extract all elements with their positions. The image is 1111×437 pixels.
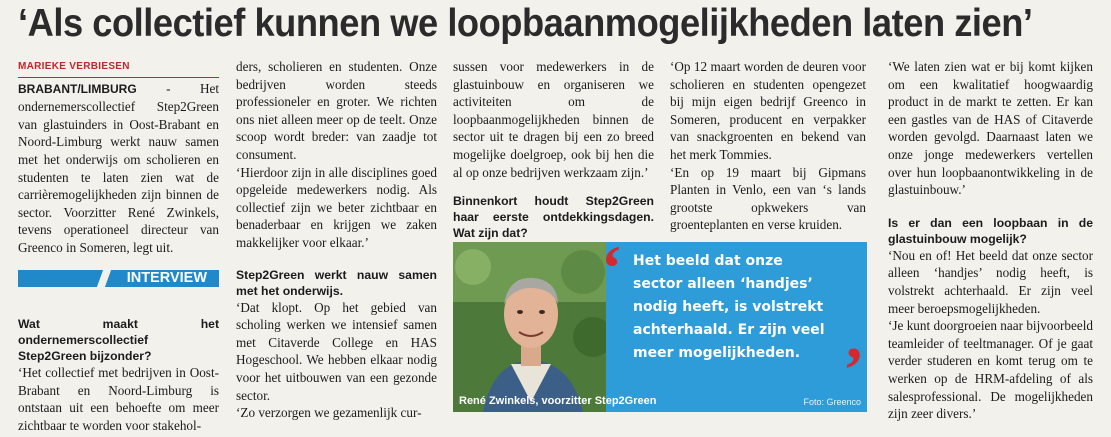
column-4 bbox=[670, 58, 866, 234]
column-1 bbox=[18, 58, 219, 257]
column-1-lower bbox=[18, 316, 219, 434]
portrait-photo bbox=[453, 242, 606, 412]
paragraph: ‘Zo verzorgen we gezamenlijk cur- bbox=[236, 405, 422, 421]
byline: MARIEKE VERBIESEN bbox=[18, 58, 219, 78]
paragraph: ‘Op 12 maart worden de deuren voor scholieren en studenten opengezet bij mijn eigen bedrijf Greenco in Someren, producent en verpakker van snackgroenten en bekend van het merk Tommies. bbox=[670, 59, 866, 162]
photo-caption: René Zwinkels, voorzitter Step2Green bbox=[459, 395, 657, 407]
answer-4: ‘Nou en of! Het beeld dat onze sector alleen ‘handjes’ nodig heeft, is volstrekt achterhaald. Er zijn veel meer beroepsmogelijkheden. bbox=[888, 247, 1093, 316]
question-4: Is er dan een loopbaan in de glastuinbouw mogelijk? bbox=[888, 215, 1093, 246]
question-2: Step2Green werkt nauw samen met het onderwijs. bbox=[236, 267, 437, 298]
section-label-interview: INTERVIEW bbox=[18, 270, 219, 287]
open-quote-mark: ‘ bbox=[601, 232, 623, 303]
paragraph: ders, scholieren en studenten. Onze bedrijven worden steeds professioneler en groter. We richten ons niet alleen meer op de teelt. Onze scoop wordt breder: van zaadje tot consument. bbox=[236, 59, 437, 162]
question-1: Wat maakt het ondernemerscollectief Step2Green bijzonder? bbox=[18, 317, 219, 363]
pullquote-text: Het beeld dat onze sector alleen ‘handjes’ nodig heeft, is volstrekt achterhaald. Er zijn veel meer mogelijkheden. bbox=[633, 253, 825, 361]
photo-credit: Foto: Greenco bbox=[803, 397, 861, 407]
paragraph: ‘En op 19 maart bij Gipmans Planten in Venlo, een van ‘s lands grootste opkwekers van groenteplanten en verse kruiden. bbox=[670, 164, 866, 233]
answer-1: ‘Het collectief met bedrijven in Oost-Brabant en Noord-Limburg is ontstaan uit een behoefte om meer zichtbaar te worden voor stakehol- bbox=[18, 365, 219, 433]
pullquote-panel bbox=[453, 232, 867, 412]
paragraph: ‘We laten zien wat er bij komt kijken om een kwalitatief hoogwaardig product in de markt te zetten. Er kan een gastles van de HAS of Citaverde worden gevolgd. Daarnaast laten we onze jonge medewerkers vertellen over hun loopbaanontwikkeling in de glastuinbouw.’ bbox=[888, 59, 1093, 198]
close-quote-mark: ’ bbox=[843, 334, 865, 405]
headline: ‘Als collectief kunnen we loopbaanmogelijkheden laten zien’ bbox=[18, 2, 1033, 45]
answer-2: ‘Dat klopt. Op het gebied van scholing werken we intensief samen met Citaverde College en HAS Hogeschool. We hebben elkaar nodig voor het uitbouwen van een gezonde sector. bbox=[236, 299, 437, 403]
intro-paragraph: BRABANT/LIMBURG - Het ondernemerscollectief Step2Green van glastuinders in Oost-Brabant en Noord-Limburg werkt nauw samen met het onderwijs om scholieren en studenten te laten zien wat de carrièremogelijkheden zijn binnen de sector. Voorzitter René Zwinkels, tevens operationeel directeur van Greenco in Someren, legt uit. bbox=[18, 80, 219, 255]
column-3 bbox=[453, 58, 654, 241]
paragraph: sussen voor medewerkers in de glastuinbouw en organiseren we activiteiten om de loopbaanmogelijkheden binnen de sector uit te dragen bij een zo breed mogelijke doelgroep, ook bij hen die al op onze bedrijven werkzaam zijn.’ bbox=[453, 59, 654, 180]
question-3: Binnenkort houdt Step2Green haar eerste ontdekkingsdagen. Wat zijn dat? bbox=[453, 194, 654, 241]
paragraph: ‘Je kunt doorgroeien naar bijvoorbeeld teamleider of teeltmanager. Of je gaat verder studeren en komt terug om te werken op de HRM-afdeling of als salesprofessional. De mogelijkheden zijn zeer divers.’ bbox=[888, 318, 1093, 422]
region-label: BRABANT/LIMBURG bbox=[18, 81, 137, 96]
column-5 bbox=[888, 58, 1093, 423]
column-2 bbox=[236, 58, 437, 422]
paragraph: ‘Hierdoor zijn in alle disciplines goed opgeleide medewerkers nodig. Als collectief zijn we beter zichtbaar en benaderbaar en krijgen we zaken makkelijker voor elkaar.’ bbox=[236, 164, 437, 250]
